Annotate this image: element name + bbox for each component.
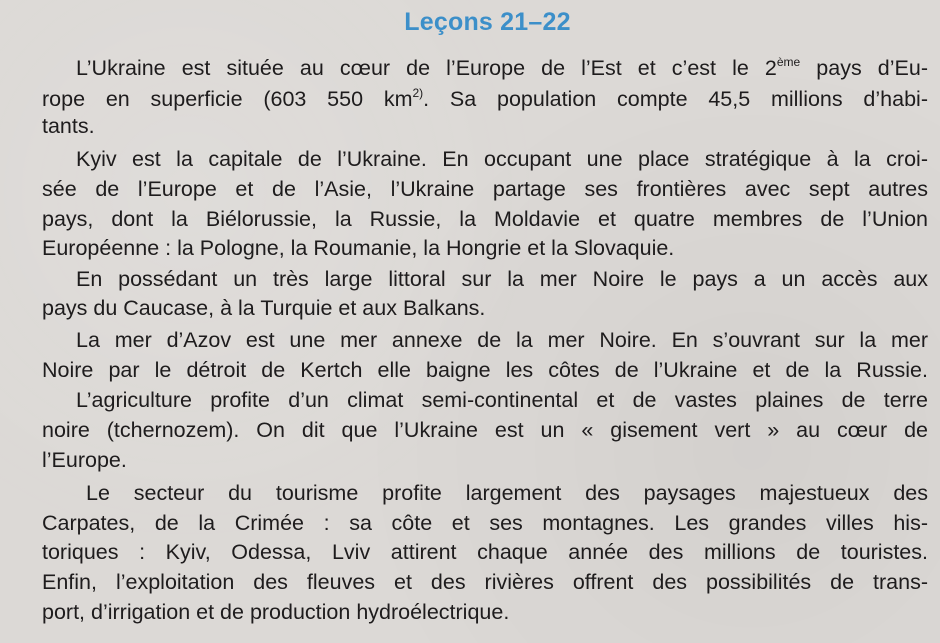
lesson-title: Leçons 21–22 [404,8,571,36]
text-run: rope en superficie (603 550 km [42,87,413,111]
superscript: ème [776,55,801,69]
paragraph-line: L’agriculture profite d’un climat semi-continental et de vastes plaines de terre [76,388,928,412]
paragraph-line: pays du Caucase, à la Turquie et aux Balkans. [42,296,486,320]
paragraph-line: Kyiv est la capitale de l’Ukraine. En occupant une place stratégique à la croi- [76,147,928,171]
paragraph-line: l’Europe. [42,448,127,472]
text-run: L’Ukraine est située au cœur de l’Europe de l’Est et c’est le 2 [76,56,777,80]
paragraph-line: En possédant un très large littoral sur la mer Noire le pays a un accès aux [76,267,928,291]
paragraph-line: pays, dont la Biélorussie, la Russie, la Moldavie et quatre membres de l’Union [42,207,928,231]
paragraph-line: sée de l’Europe et de l’Asie, l’Ukraine partage ses frontières avec sept autres [42,177,928,201]
paragraph-line: tants. [42,114,95,138]
paragraph-line: port, d’irrigation et de production hydroélectrique. [42,600,510,624]
paragraph-line: Européenne : la Pologne, la Roumanie, la Hongrie et la Slovaquie. [42,236,675,260]
text-run: pays d’Eu- [800,56,928,80]
superscript: 2) [412,86,424,100]
paragraph-line [76,54,928,82]
paragraph-line: Enfin, l’exploitation des fleuves et des rivières offrent des possibilités de trans- [42,570,928,594]
paragraph-line: La mer d’Azov est une mer annexe de la mer Noire. En s’ouvrant sur la mer [76,328,928,352]
text-run: . Sa population compte 45,5 millions d’habi- [423,87,928,111]
paragraph-line: toriques : Kyiv, Odessa, Lviv attirent chaque année des millions de touristes. [42,540,928,564]
paragraph-line: Le secteur du tourisme profite largement des paysages majestueux des [86,481,928,505]
paragraph-line: Noire par le détroit de Kertch elle baigne les côtes de l’Ukraine et de la Russie. [42,358,928,382]
paragraph-line: noire (tchernozem). On dit que l’Ukraine est un « gisement vert » au cœur de [42,418,928,442]
paragraph-line [42,85,928,113]
paragraph-line: Carpates, de la Crimée : sa côte et ses montagnes. Les grandes villes his- [42,511,928,535]
